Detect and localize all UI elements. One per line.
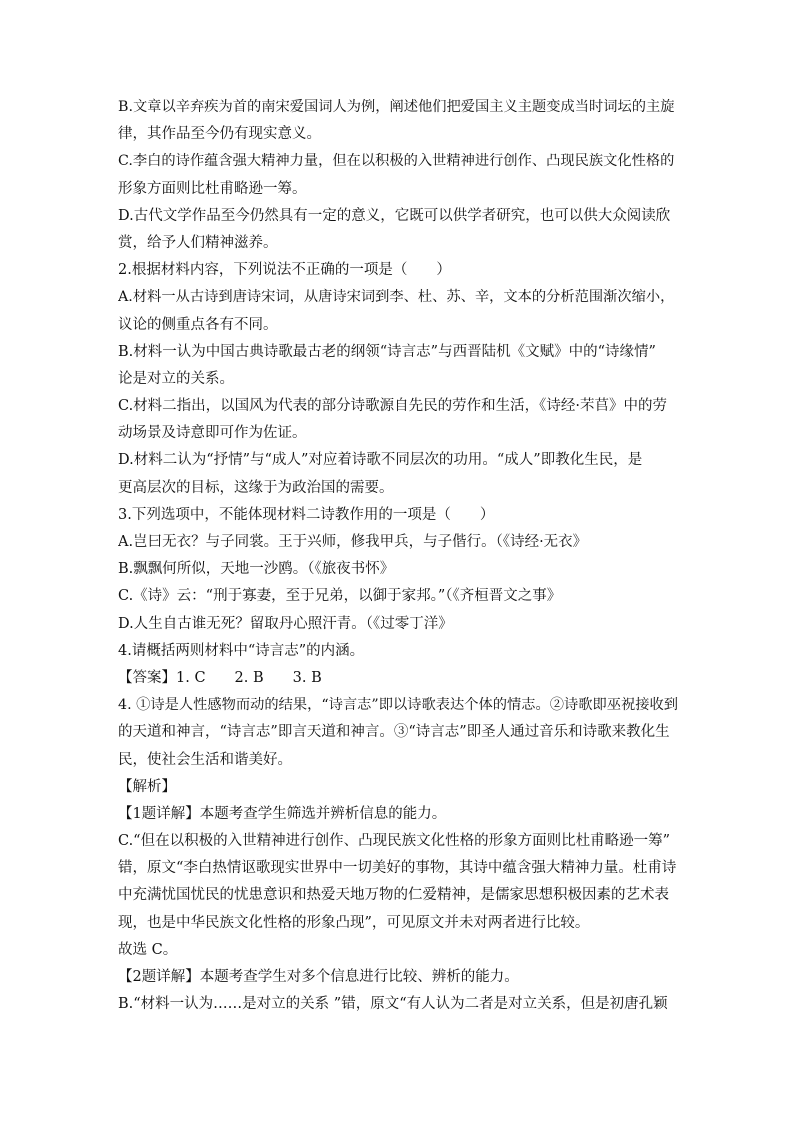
- text-line: 赏，给予人们精神滋养。: [118, 234, 278, 251]
- text-line: 故选 C。: [118, 941, 178, 958]
- text-line: A.材料一从古诗到唐诗宋词，从唐诗宋词到李、杜、苏、辛，文本的分析范围渐次缩小，: [118, 289, 675, 306]
- text-line: B.材料一认为中国古典诗歌最古老的纲领“诗言志”与西晋陆机《文赋》中的“诗缘情”: [118, 343, 656, 360]
- text-line: C.李白的诗作蕴含强大精神力量，但在以积极的入世精神进行创作、凸现民族文化性格的: [118, 153, 675, 170]
- text-line: 的天道和神言，“诗言志”即言天道和神言。③“诗言志”即圣人通过音乐和诗歌来教化生: [118, 724, 670, 741]
- text-line: 【解析】: [118, 778, 176, 795]
- text-line: D.材料二认为“抒情”与“成人”对应着诗歌不同层次的功用。“成人”即教化生民，是: [118, 452, 643, 469]
- text-line: 论是对立的关系。: [118, 370, 234, 387]
- text-line: B.“材料一认为……是对立的关系 ”错，原文“有人认为二者是对立关系，但是初唐孔颖: [118, 996, 668, 1013]
- text-line: D.人生自古谁无死？留取丹心照汗青。（《过零丁洋》: [118, 615, 453, 632]
- text-line: 律，其作品至今仍有现实意义。: [118, 126, 321, 143]
- text-line: 4.请概括两则材料中“诗言志”的内涵。: [118, 642, 365, 659]
- text-line: 议论的侧重点各有不同。: [118, 316, 278, 333]
- text-line: 更高层次的目标，这缘于为政治国的需要。: [118, 479, 394, 496]
- text-line: C.材料二指出，以国风为代表的部分诗歌源自先民的劳作和生活，《诗经·芣苢》中的劳: [118, 398, 668, 415]
- text-line: 民，使社会生活和谐美好。: [118, 751, 292, 768]
- text-line: C.《诗》云：“刑于寡妻，至于兄弟，以御于家邦。”（《齐桓晋文之事》: [118, 588, 562, 605]
- text-line: 错，原文“李白热情讴歌现实世界中一切美好的事物，其诗中蕴含强大精神力量。杜甫诗: [118, 860, 677, 877]
- text-line: D.古代文学作品至今仍然具有一定的意义，它既可以供学者研究，也可以供大众阅读欣: [118, 207, 671, 224]
- text-line: C.“但在以积极的入世精神进行创作、凸现民族文化性格的形象方面则比杜甫略逊一筹”: [118, 833, 671, 850]
- text-line: 3.下列选项中，不能体现材料二诗教作用的一项是（ ）: [118, 506, 495, 523]
- text-line: 【答案】1. C 2. B 3. B: [118, 669, 322, 686]
- text-line: 中充满忧国忧民的忧患意识和热爱天地万物的仁爱精神，是儒家思想积极因素的艺术表: [118, 887, 669, 904]
- text-line: 动场景及诗意即可作为佐证。: [118, 425, 307, 442]
- text-line: B.飘飘何所似，天地一沙鸥。（《旅夜书怀》: [118, 561, 395, 578]
- text-line: 形象方面则比杜甫略逊一筹。: [118, 180, 307, 197]
- text-line: B.文章以辛弃疾为首的南宋爱国词人为例，阐述他们把爱国主义主题变成当时词坛的主旋: [118, 99, 675, 115]
- text-line: 4. ①诗是人性感物而动的结果，“诗言志”即以诗歌表达个体的情志。②诗歌即巫祝接收到: [118, 697, 678, 714]
- text-line: 【1题详解】本题考查学生筛选并辨析信息的能力。: [118, 805, 447, 822]
- text-line: 现，也是中华民族文化性格的形象凸现”，可见原文并未对两者进行比较。: [118, 914, 590, 931]
- text-line: 【2题详解】本题考查学生对多个信息进行比较、辨析的能力。: [118, 969, 519, 985]
- text-line: A.岂曰无衣？与子同裳。王于兴师，修我甲兵，与子偕行。（《诗经·无衣》: [118, 534, 588, 550]
- text-line: 2.根据材料内容，下列说法不正确的一项是（ ）: [118, 262, 451, 279]
- document-body: [118, 94, 678, 1018]
